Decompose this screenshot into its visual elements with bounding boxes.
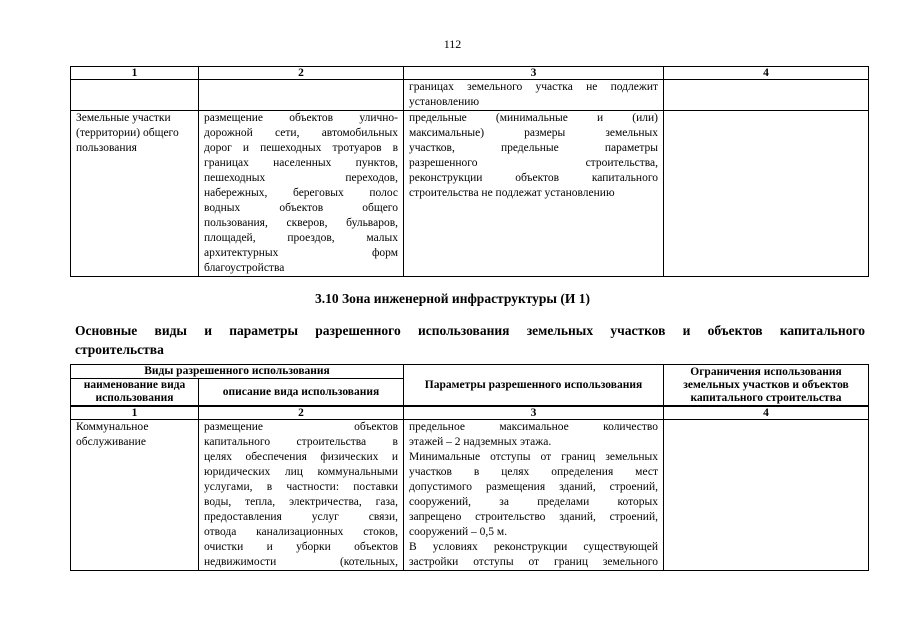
table-cell-parameters xyxy=(404,420,664,571)
table-continuation xyxy=(70,66,869,277)
cell-line: пользования xyxy=(76,142,137,154)
section-heading: 3.10 Зона инженерной инфраструктуры (И 1) xyxy=(315,291,590,306)
table-cell xyxy=(664,111,869,277)
col-number: 2 xyxy=(199,406,404,420)
page-number: 112 xyxy=(443,37,462,51)
cell-line: сооружений, за пределами которых xyxy=(409,496,658,508)
cell-line: набережных, береговых полос xyxy=(204,187,398,199)
cell-line: отвода канализационных стоков, xyxy=(204,526,398,538)
cell-line: благоустройства xyxy=(204,262,285,274)
table-header-row xyxy=(71,365,869,379)
cell-line: Земельные участки xyxy=(76,112,171,124)
header-use-description: описание вида использования xyxy=(199,379,404,407)
cell-line: (территории) общего xyxy=(76,127,179,139)
col-number: 1 xyxy=(71,67,199,80)
cell-line: обслуживание xyxy=(76,436,146,448)
table-row xyxy=(71,80,869,111)
col-number: 4 xyxy=(664,67,869,80)
cell-line: строительства не подлежат установлению xyxy=(409,187,615,199)
col-number: 3 xyxy=(404,67,664,80)
subheading xyxy=(75,321,865,359)
table-cell-parameters xyxy=(404,80,664,111)
cell-line: капитального строительства в xyxy=(204,436,398,448)
table-cell-name xyxy=(71,111,199,277)
col-number: 3 xyxy=(404,406,664,420)
cell-line: участков в целях определения мест xyxy=(409,466,658,478)
cell-line: границах населенных пунктов, xyxy=(204,157,398,169)
cell-line: архитектурных форм xyxy=(204,247,398,259)
table-cell-parameters xyxy=(404,111,664,277)
cell-line: воды, тепла, электричества, газа, xyxy=(204,496,398,508)
table-cell-description xyxy=(199,420,404,571)
table-zone-uses xyxy=(70,364,869,571)
cell-line: очистки и уборки объектов xyxy=(204,541,398,553)
cell-line: максимальные) размеры земельных xyxy=(409,127,658,139)
cell-line: сооружений – 0,5 м. xyxy=(409,526,508,538)
cell-line: границах земельного участка не подлежит xyxy=(409,81,658,93)
header-group-uses: Виды разрешенного использования xyxy=(71,365,404,379)
col-number: 1 xyxy=(71,406,199,420)
subheading-line: Основные виды и параметры разрешенного использования земельных участков и объектов капитального xyxy=(75,323,865,338)
cell-line: реконструкции объектов капитального xyxy=(409,172,658,184)
table-row xyxy=(71,420,869,571)
cell-line: участков, предельные параметры xyxy=(409,142,658,154)
cell-line: разрешенного строительства, xyxy=(409,157,658,169)
cell-line: этажей – 2 надземных этажа. xyxy=(409,436,552,448)
cell-line: целях обеспечения физических и xyxy=(204,451,398,463)
table-row xyxy=(71,111,869,277)
subheading-line: строительства xyxy=(75,342,164,357)
cell-line: предельное максимальное количество xyxy=(409,421,658,433)
cell-line: услугами, в частности: поставки xyxy=(204,481,398,493)
table-col-number-row xyxy=(71,67,869,80)
cell-line: недвижимости (котельных, xyxy=(204,556,398,568)
cell-line: предельные (минимальные и (или) xyxy=(409,112,658,124)
table-cell xyxy=(71,80,199,111)
table-cell xyxy=(199,80,404,111)
cell-line: пользования, скверов, бульваров, xyxy=(204,217,398,229)
cell-line: предоставления услуг связи, xyxy=(204,511,398,523)
cell-line: застройки отступы от границ земельного xyxy=(409,556,658,568)
cell-line: площадей, проездов, малых xyxy=(204,232,398,244)
table-cell xyxy=(664,420,869,571)
cell-line: Коммунальное xyxy=(76,421,149,433)
cell-line: В условиях реконструкции существующей xyxy=(409,541,658,553)
cell-line: размещение объектов xyxy=(204,421,398,433)
cell-line: пешеходных переходов, xyxy=(204,172,398,184)
header-use-name: наименование вида использования xyxy=(71,379,199,407)
cell-line: запрещено строительство зданий, строений, xyxy=(409,511,658,523)
cell-line: дорог и пешеходных тротуаров в xyxy=(204,142,398,154)
col-number: 4 xyxy=(664,406,869,420)
header-limits: Ограничения использования земельных участков и объектов капитального строительства xyxy=(664,365,869,407)
table-cell xyxy=(664,80,869,111)
table-col-number-row xyxy=(71,406,869,420)
col-number: 2 xyxy=(199,67,404,80)
cell-line: допустимого размещения зданий, строений, xyxy=(409,481,658,493)
table-cell-name xyxy=(71,420,199,571)
cell-line: размещение объектов улично- xyxy=(204,112,398,124)
header-params: Параметры разрешенного использования xyxy=(404,365,664,407)
cell-line: установлению xyxy=(409,96,480,108)
cell-line: дорожной сети, автомобильных xyxy=(204,127,398,139)
cell-line: водных объектов общего xyxy=(204,202,398,214)
cell-line: Минимальные отступы от границ земельных xyxy=(409,451,658,463)
table-cell-description xyxy=(199,111,404,277)
cell-line: юридических лиц коммунальными xyxy=(204,466,398,478)
